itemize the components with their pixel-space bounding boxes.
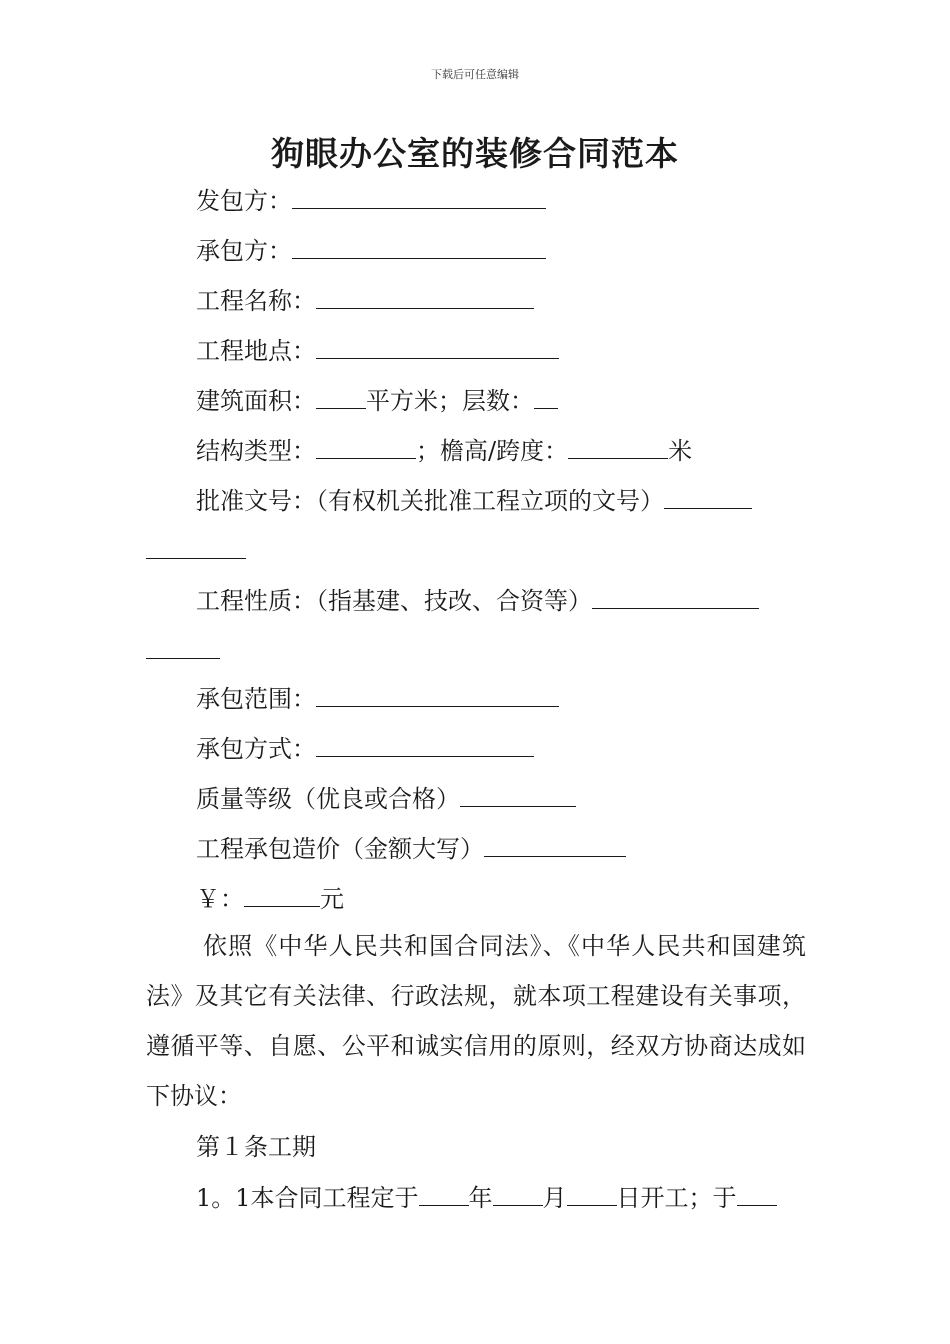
structure-label: 结构类型： <box>196 437 316 465</box>
employer-blank[interactable] <box>292 185 546 209</box>
structure-blank[interactable] <box>316 435 416 459</box>
approval-blank[interactable] <box>664 485 752 509</box>
yen-label: ￥： <box>196 885 244 913</box>
price-blank[interactable] <box>484 833 626 857</box>
project-location-line <box>196 335 559 366</box>
article1-heading: 第１条工期 <box>196 1133 316 1161</box>
height-blank[interactable] <box>568 435 668 459</box>
contractor-blank[interactable] <box>292 235 546 259</box>
scope-line <box>196 683 559 714</box>
project-location-blank[interactable] <box>316 335 559 359</box>
project-name-line <box>196 285 534 316</box>
nature-blank-cont[interactable] <box>146 635 220 659</box>
yen-line <box>196 883 344 914</box>
scope-label: 承包范围： <box>196 685 316 713</box>
price-label: 工程承包造价（金额大写） <box>196 835 484 863</box>
nature-blank[interactable] <box>592 585 759 609</box>
start-month-blank[interactable] <box>493 1182 543 1206</box>
year-label: 年 <box>468 1184 493 1212</box>
area-blank[interactable] <box>316 385 366 409</box>
structure-line <box>196 435 692 466</box>
employer-label: 发包方： <box>196 187 292 215</box>
area-line <box>196 385 558 416</box>
approval-blank-cont[interactable] <box>146 535 246 559</box>
quality-blank[interactable] <box>460 783 576 807</box>
nature-line <box>196 585 759 616</box>
yen-blank[interactable] <box>244 883 320 907</box>
quality-line <box>196 783 576 814</box>
method-line <box>196 733 534 764</box>
article1-clause <box>196 1182 777 1213</box>
approval-line-cont <box>146 535 246 566</box>
area-label: 建筑面积： <box>196 387 316 415</box>
preamble-paragraph: 依照《中华人民共和国合同法》、《中华人民共和国建筑法》及其它有关法律、行政法规，就本项工程建设有关事项，遵循平等、自愿、公平和诚实信用的原则，经双方协商达成如下协议： <box>146 932 806 1110</box>
quality-label: 质量等级（优良或合格） <box>196 785 460 813</box>
month-label: 月 <box>542 1184 567 1212</box>
approval-label: 批准文号：（有权机关批准工程立项的文号） <box>196 487 664 515</box>
area-unit: 平方米；层数： <box>366 387 534 415</box>
price-line <box>196 833 626 864</box>
project-name-blank[interactable] <box>316 285 534 309</box>
yen-unit: 元 <box>320 885 344 913</box>
approval-line <box>196 485 752 516</box>
end-year-blank[interactable] <box>737 1182 777 1206</box>
employer-line <box>196 185 546 216</box>
contractor-label: 承包方： <box>196 237 292 265</box>
project-name-label: 工程名称： <box>196 287 316 315</box>
start-day-blank[interactable] <box>567 1182 617 1206</box>
start-year-blank[interactable] <box>419 1182 469 1206</box>
scope-blank[interactable] <box>316 683 559 707</box>
day-start-label: 日开工；于 <box>616 1184 737 1212</box>
clause-prefix: 1。1本合同工程定于 <box>196 1184 419 1212</box>
document-title: 狗眼办公室的装修合同范本 <box>271 134 679 173</box>
nature-line-cont <box>146 635 220 666</box>
header-note: 下载后可任意编辑 <box>431 68 519 81</box>
height-label: ；檐高/跨度： <box>416 437 569 465</box>
height-unit: 米 <box>668 437 693 465</box>
floors-blank[interactable] <box>534 385 558 409</box>
project-location-label: 工程地点： <box>196 337 316 365</box>
contractor-line <box>196 235 546 266</box>
method-blank[interactable] <box>316 733 534 757</box>
nature-label: 工程性质：（指基建、技改、合资等） <box>196 587 592 615</box>
method-label: 承包方式： <box>196 735 316 763</box>
